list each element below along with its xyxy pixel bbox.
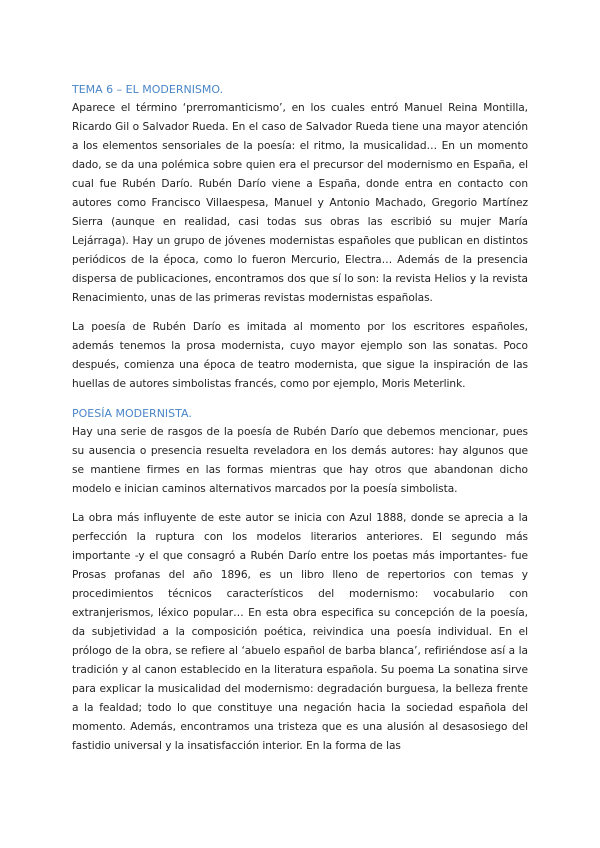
paragraph-poesia-ruben-dario: La poesía de Rubén Darío es imitada al momento por los escritores españoles, además tenemos la prosa modernista, cuyo mayor ejemplo son las sonatas. Poco después, comienza una época de teatro modernista, que sigue la inspiración de las huellas de autores simbolistas francés, como por ejemplo, Moris Meterlink.: [72, 321, 528, 390]
paragraph-prerromanticismo: Aparece el término ‘prerromanticismo’, en los cuales entró Manuel Reina Montilla, Ricardo Gil o Salvador Rueda. En el caso de Salvador Rueda tiene una mayor atención a los elementos sensoriales de la poesía: el ritmo, la musicalidad… En un momento dado, se da una polémica sobre quien era el precursor del modernismo en España, el cual fue Rubén Darío. Rubén Darío viene a España, donde entra en contacto con autores como Francisco Villaespesa, Manuel y Antonio Machado, Gregorio Martínez Sierra (aunque en realidad, casi todas sus obras las escribió su mujer María Lejárraga). Hay un grupo de jóvenes modernistas españoles que publican en distintos periódicos de la época, como lo fueron Mercurio, Electra… Además de la presencia dispersa de publicaciones, encontramos dos que sí lo son: la revista Helios y la revista Renacimiento, unas de las primeras revistas modernistas españolas.: [72, 102, 528, 304]
document-page: [72, 80, 528, 766]
section-title-modernismo: TEMA 6 – EL MODERNISMO.: [72, 83, 224, 96]
section-title-poesia-modernista: POESÍA MODERNISTA.: [72, 407, 192, 420]
paragraph-obra-influyente: La obra más influyente de este autor se inicia con Azul 1888, donde se aprecia a la perfección la ruptura con los modelos literarios anteriores. El segundo más importante -y el que consagró a Rubén Darío entre los poetas más importantes- fue Prosas profanas del año 1896, es un libro lleno de repertorios con temas y procedimientos técnicos característicos del modernismo: vocabulario con extranjerismos, léxico popular… En esta obra especifica su concepción de la poesía, da subjetividad a la composición poética, reivindica una poesía individual. En el prólogo de la obra, se refiere al ‘abuelo español de barba blanca’, refiriéndose así a la tradición y al canon establecido en la literatura española. Su poema La sonatina sirve para explicar la musicalidad del modernismo: degradación burguesa, la belleza frente a la fealdad; todo lo que constituye una negación hacia la sociedad española del momento. Además, encontramos una tristeza que es una alusión al desasosiego del fastidio universal y la insatisfacción interior. En la forma de las: [72, 512, 528, 752]
paragraph-rasgos: Hay una serie de rasgos de la poesía de Rubén Darío que debemos mencionar, pues su ausencia o presencia resuelta reveladora en los demás autores: hay algunos que se mantiene firmes en las formas mientras que hay otros que abandonan dicho modelo e inician caminos alternativos marcados por la poesía simbolista.: [72, 426, 528, 495]
